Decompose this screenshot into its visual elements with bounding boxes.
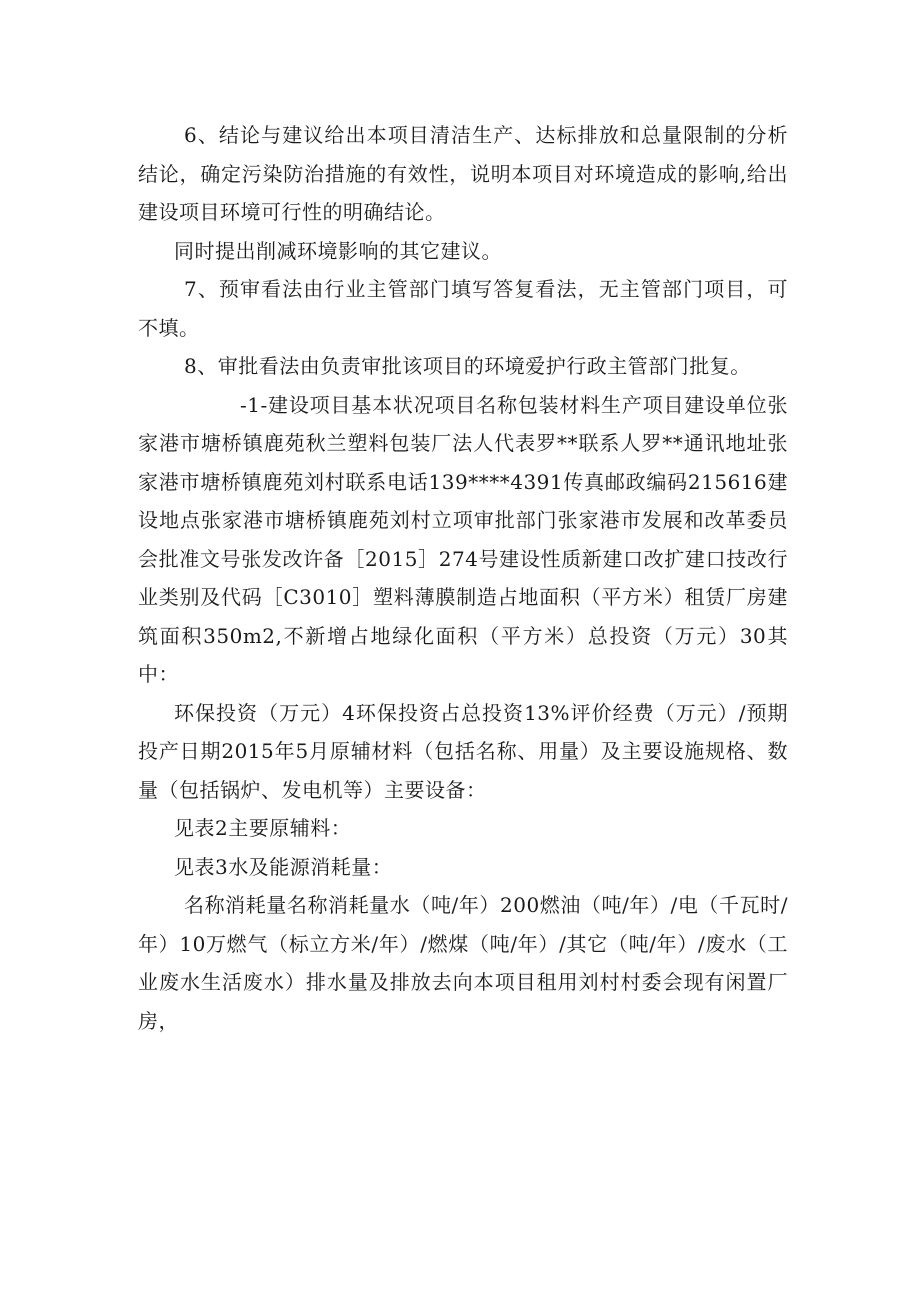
paragraph-approval-opinion: 8、审批看法由负责审批该项目的环境爱护行政主管部门批复。 bbox=[184, 354, 751, 378]
paragraph-see-table-2: 见表2主要原辅料： bbox=[174, 816, 352, 840]
paragraph-consumption: 名称消耗量名称消耗量水（吨/年）200燃油（吨/年）/电（千瓦时/年）10万燃气（标立方米/年）/燃煤（吨/年）/其它（吨/年）/废水（工业废水生活废水）排水量及排放去向本项目租用刘村村委会现有闲置厂房， bbox=[138, 893, 788, 1033]
document-body bbox=[138, 116, 788, 1040]
paragraph-conclusion: 6、结论与建议给出本项目清洁生产、达标排放和总量限制的分析结论，确定污染防治措施的有效性，说明本项目对环境造成的影响,给出建设项目环境可行性的明确结论。 bbox=[138, 123, 788, 224]
paragraph-environmental-investment: 环保投资（万元）4环保投资占总投资13%评价经费（万元）/预期投产日期2015年5月原辅材料（包括名称、用量）及主要设施规格、数量（包括锅炉、发电机等）主要设备： bbox=[138, 700, 788, 802]
paragraph-preliminary-review: 7、预审看法由行业主管部门填写答复看法，无主管部门项目，可不填。 bbox=[138, 277, 788, 340]
paragraph-other-suggestions: 同时提出削减环境影响的其它建议。 bbox=[174, 238, 502, 263]
paragraph-project-basic-info: -1-建设项目基本状况项目名称包装材料生产项目建设单位张家港市塘桥镇鹿苑秋兰塑料包装厂法人代表罗**联系人罗**通讯地址张家港市塘桥镇鹿苑刘村联系电话139****4391传真邮政编码215616建设地点张家港市塘桥镇鹿苑刘村立项审批部门张家港市发展和改革委员会批准文号张发改许备［2015］274号建设性质新建口改扩建口技改行业类别及代码［C3010］塑料薄膜制造占地面积（平方米）租赁厂房建筑面积350m2,不新增占地绿化面积（平方米）总投资（万元）30其中： bbox=[138, 392, 788, 686]
paragraph-see-table-3: 见表3水及能源消耗量： bbox=[174, 854, 393, 879]
